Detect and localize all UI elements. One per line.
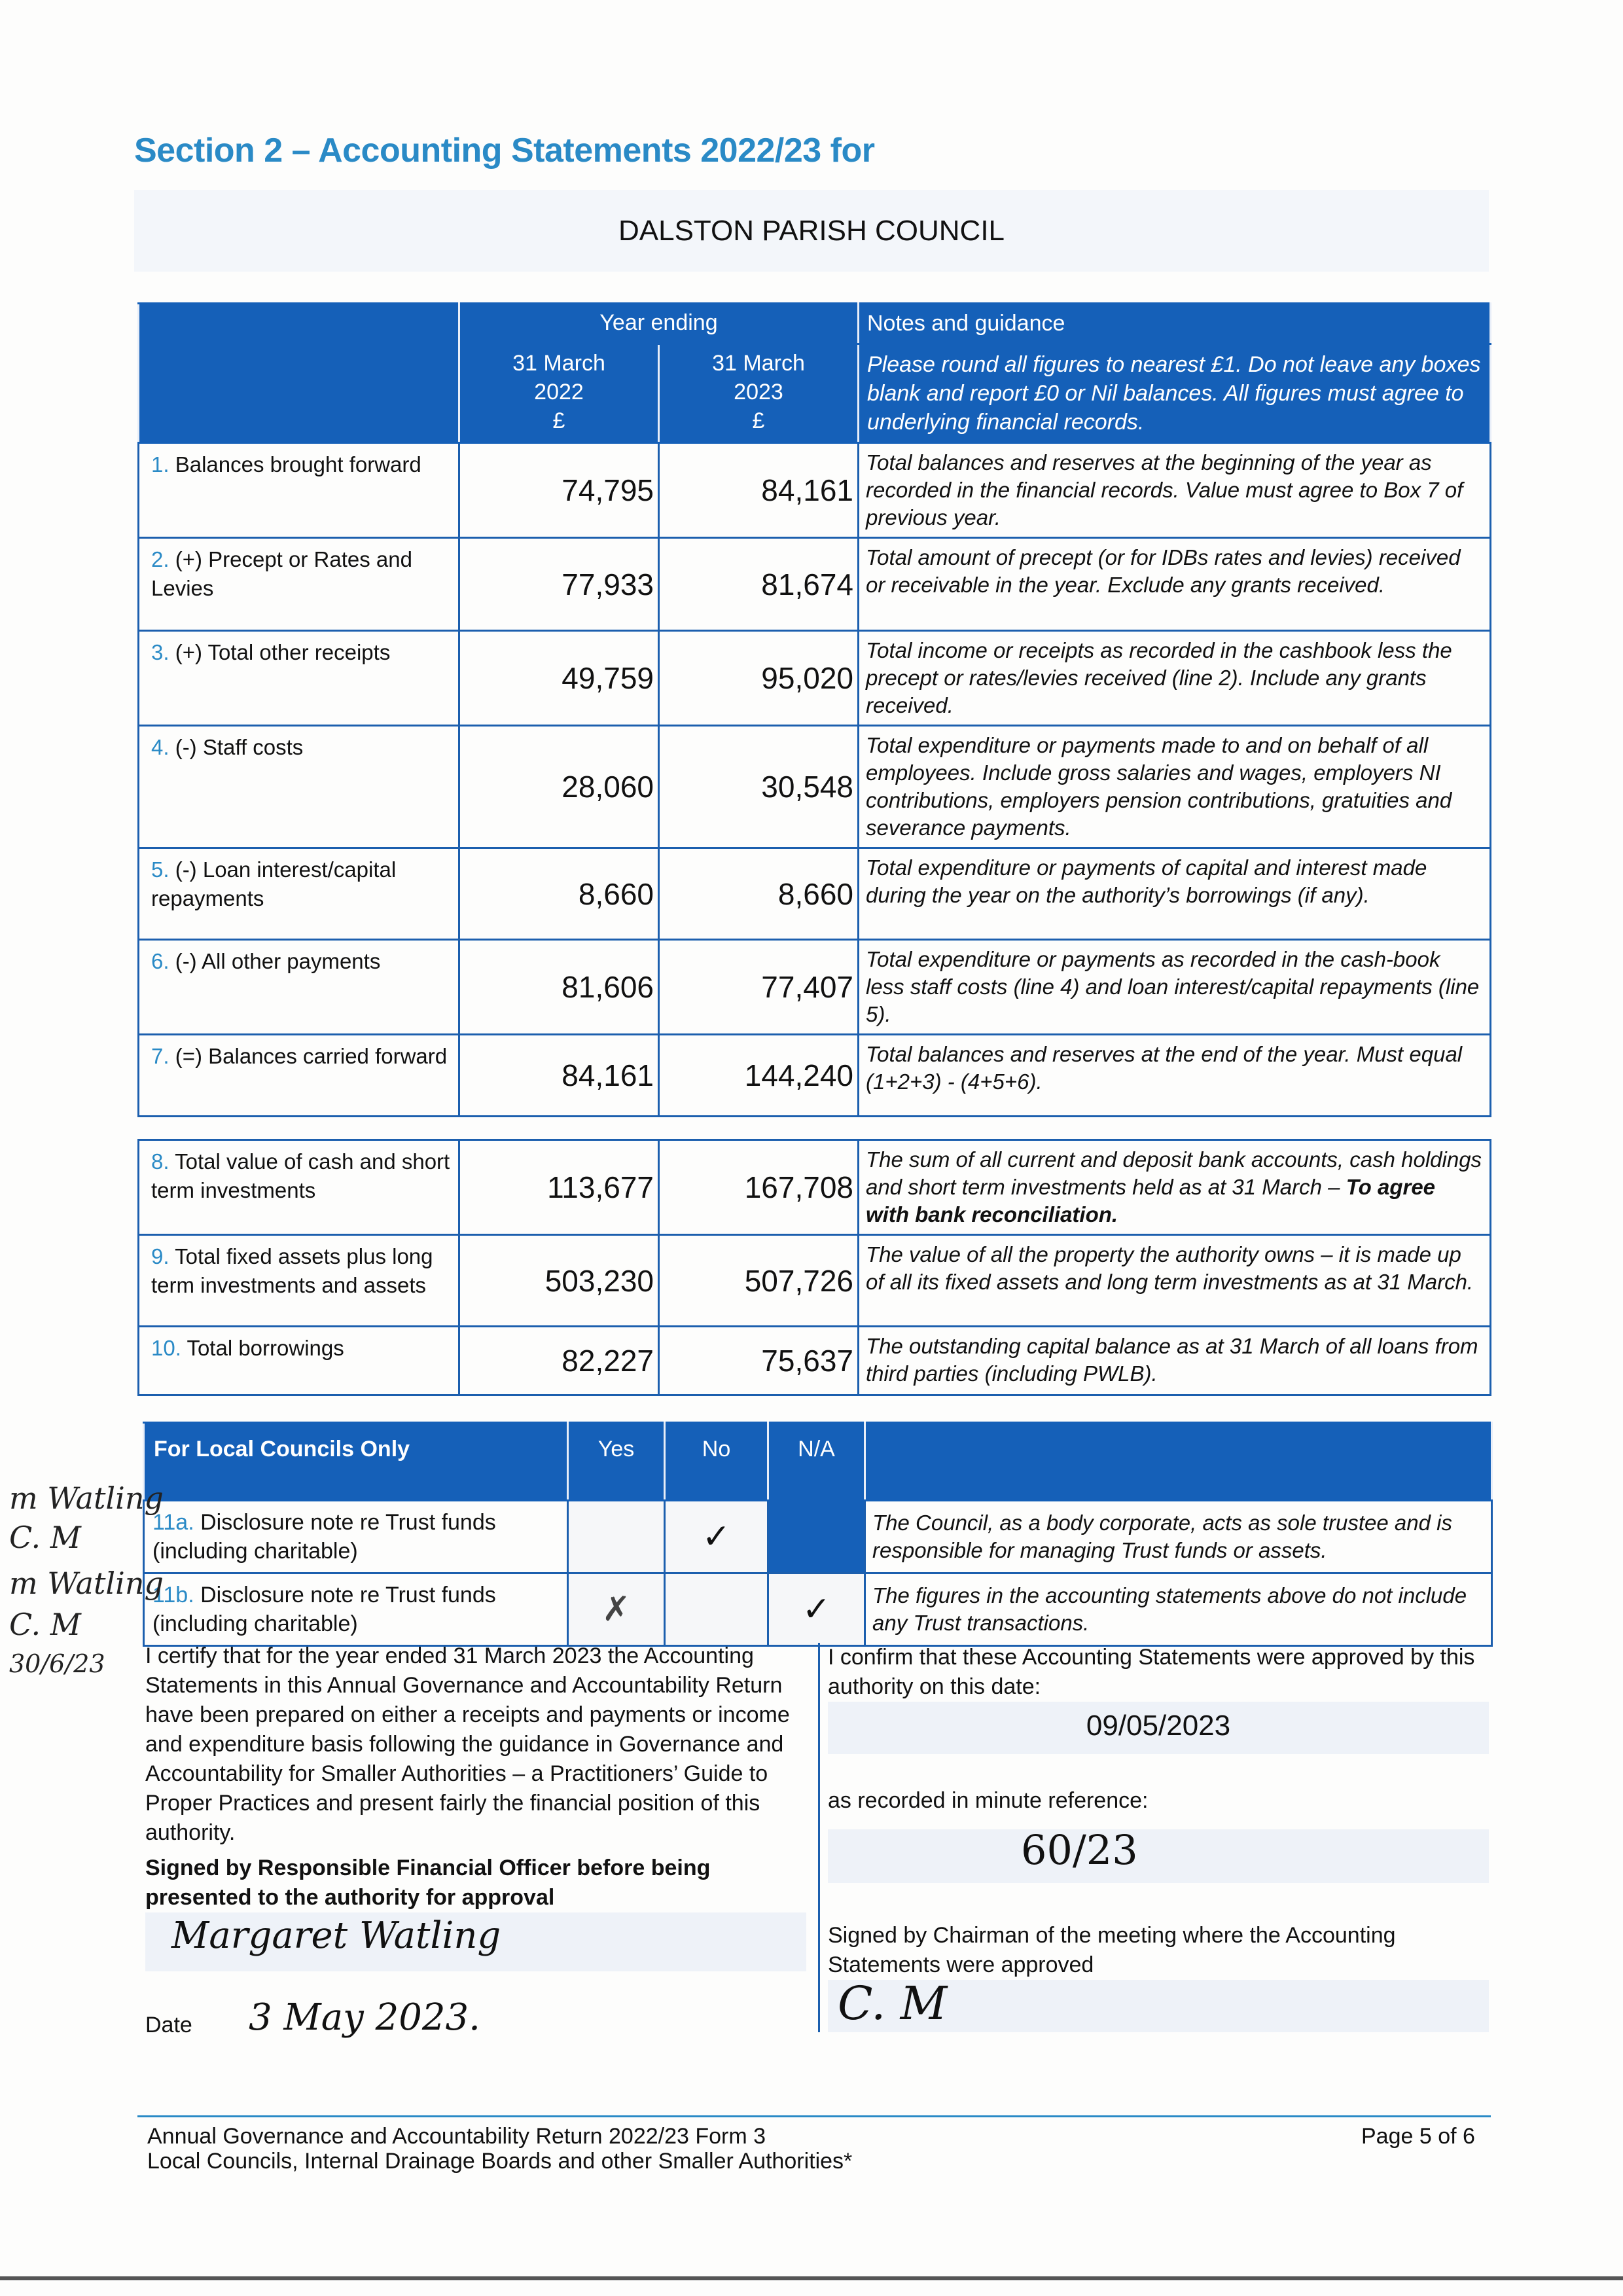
row-label: 8. Total value of cash and short term investments (139, 1140, 459, 1235)
margin-initials: m Watling (9, 1480, 164, 1516)
guidance-note: Please round all figures to nearest £1. Do not leave any boxes blank and report £0 or Nil balances. All figures must agree to underlying financial records. (859, 344, 1491, 443)
no-header: No (665, 1423, 768, 1501)
value-2023: 95,020 (659, 631, 859, 726)
table-row (139, 1327, 1491, 1395)
value-2023: 75,637 (659, 1327, 859, 1395)
value-2022: 8,660 (459, 848, 659, 940)
value-2022: 77,933 (459, 538, 659, 631)
table-row (139, 538, 1491, 631)
chair-signed-label: Signed by Chairman of the meeting where the Accounting Statements were approved (828, 1923, 1396, 1977)
row-note: The figures in the accounting statements above do not include any Trust transactions. (865, 1573, 1492, 1646)
row-label: 11b. Disclosure note re Trust funds (including charitable) (144, 1573, 568, 1646)
table-row (139, 940, 1491, 1035)
row-note: The outstanding capital balance as at 31 March of all loans from third parties (including PWLB). (859, 1327, 1491, 1395)
table-row (144, 1573, 1492, 1646)
table-row (139, 726, 1491, 848)
row-label: 5. (-) Loan interest/capital repayments (139, 848, 459, 940)
table-row (139, 1140, 1491, 1235)
notes-header: Notes and guidance (859, 304, 1491, 344)
minute-ref-label: as recorded in minute reference: (828, 1788, 1149, 1813)
value-2022: 113,677 (459, 1140, 659, 1235)
row-label: 3. (+) Total other receipts (139, 631, 459, 726)
value-2022: 81,606 (459, 940, 659, 1035)
yes-header: Yes (568, 1423, 665, 1501)
row-note: The Council, as a body corporate, acts as sole trustee and is responsible for managing Trust funds or assets. (865, 1501, 1492, 1573)
footer-authorities: Local Councils, Internal Drainage Boards and other Smaller Authorities* (147, 2149, 853, 2174)
row-note: The value of all the property the authority owns – it is made up of all its fixed assets and long term investments as at 31 March. (859, 1235, 1491, 1327)
col-2023-header: 31 March 2023 £ (659, 344, 859, 443)
table-row (139, 1035, 1491, 1117)
value-2023: 81,674 (659, 538, 859, 631)
row-label: 9. Total fixed assets plus long term investments and assets (139, 1235, 459, 1327)
rfo-signature: Margaret Watling (171, 1914, 501, 1957)
row-note: Total amount of precept (or for IDBs rates and levies) received or receivable in the year. Exclude any grants received. (859, 538, 1491, 631)
minute-ref-field[interactable] (828, 1829, 1489, 1883)
scan-edge (0, 2276, 1623, 2280)
row-label: 1. Balances brought forward (139, 443, 459, 538)
local-councils-table (143, 1422, 1493, 1647)
row-label: 7. (=) Balances carried forward (139, 1035, 459, 1117)
table-row (139, 1235, 1491, 1327)
value-2022: 28,060 (459, 726, 659, 848)
table-row (139, 631, 1491, 726)
row-note: Total income or receipts as recorded in the cashbook less the precept or rates/levies received (line 2). Include any grants received. (859, 631, 1491, 726)
local-councils-heading: For Local Councils Only (144, 1423, 568, 1501)
value-2023: 167,708 (659, 1140, 859, 1235)
table-row (139, 443, 1491, 538)
no-checkbox[interactable]: ✓ (665, 1501, 768, 1573)
value-2023: 84,161 (659, 443, 859, 538)
rfo-date-value: 3 May 2023. (249, 1996, 480, 2039)
table-row (139, 848, 1491, 940)
certification-text: I certify that for the year ended 31 March 2023 the Accounting Statements in this Annual Governance and Accountability Return have been prepared on either a receipts and payments or income and expenditure basis following the guidance in Governance and Accountability for Smaller Authorities – a Practitioners’ Guide to Proper Practices and present fairly the financial position of this authority. (145, 1643, 790, 1845)
row-note: Total expenditure or payments as recorded in the cash-book less staff costs (line 4) and loan interest/capital repayments (line 5). (859, 940, 1491, 1035)
lc-notes-header (865, 1423, 1492, 1501)
row-label: 4. (-) Staff costs (139, 726, 459, 848)
value-2022: 74,795 (459, 443, 659, 538)
year-ending-header: Year ending (459, 304, 859, 344)
value-2022: 82,227 (459, 1327, 659, 1395)
footer-divider (137, 2115, 1491, 2117)
row-note: Total balances and reserves at the end of the year. Must equal (1+2+3) - (4+5+6). (859, 1035, 1491, 1117)
row-note: Total expenditure or payments made to and on behalf of all employees. Include gross salaries and wages, employers NI contributions, employers pension contributions, gratuities and severance payments. (859, 726, 1491, 848)
row-note: Total balances and reserves at the beginning of the year as recorded in the financial records. Value must agree to Box 7 of previous year. (859, 443, 1491, 538)
value-2023: 144,240 (659, 1035, 859, 1117)
col-2022-header: 31 March 2022 £ (459, 344, 659, 443)
row-label: 10. Total borrowings (139, 1327, 459, 1395)
council-name: DALSTON PARISH COUNCIL (618, 215, 1005, 247)
value-2023: 77,407 (659, 940, 859, 1035)
margin-initials: m Watling (9, 1566, 164, 1601)
na-checkbox[interactable]: ✓ (768, 1573, 865, 1646)
row-label: 2. (+) Precept or Rates and Levies (139, 538, 459, 631)
no-checkbox[interactable] (665, 1573, 768, 1646)
row-note: Total expenditure or payments of capital and interest made during the year on the authority’s borrowings (if any). (859, 848, 1491, 940)
margin-date: 30/6/23 (9, 1649, 105, 1678)
value-2022: 49,759 (459, 631, 659, 726)
page-number: Page 5 of 6 (1361, 2124, 1475, 2149)
minute-ref-value: 60/23 (1021, 1826, 1138, 1874)
value-2022: 84,161 (459, 1035, 659, 1117)
yes-checkbox[interactable]: ✗ (568, 1573, 665, 1646)
value-2023: 8,660 (659, 848, 859, 940)
row-label: 6. (-) All other payments (139, 940, 459, 1035)
na-header: N/A (768, 1423, 865, 1501)
approval-date: 09/05/2023 (1086, 1710, 1231, 1742)
row-label: 11a. Disclosure note re Trust funds (including charitable) (144, 1501, 568, 1573)
approval-confirm-text: I confirm that these Accounting Statements were approved by this authority on this date: (828, 1645, 1475, 1699)
header-blank (139, 304, 459, 443)
column-divider (818, 1643, 820, 2032)
rfo-signed-label: Signed by Responsible Financial Officer before being presented to the authority for approval (145, 1856, 711, 1910)
margin-initials: C. M (9, 1520, 81, 1555)
value-2023: 30,548 (659, 726, 859, 848)
value-2023: 507,726 (659, 1235, 859, 1327)
table-gap (139, 1117, 1491, 1140)
chair-signature: C. M (838, 1977, 948, 2030)
footer-form-title: Annual Governance and Accountability Return 2022/23 Form 3 (147, 2124, 766, 2149)
table-row (144, 1501, 1492, 1573)
accounting-statements-table (137, 302, 1491, 1396)
na-cell-disabled (768, 1501, 865, 1573)
section-title: Section 2 – Accounting Statements 2022/23 for (134, 132, 875, 170)
date-label: Date (145, 2013, 192, 2037)
margin-initials: C. M (9, 1607, 81, 1642)
yes-checkbox[interactable] (568, 1501, 665, 1573)
row-note: The sum of all current and deposit bank accounts, cash holdings and short term investments held as at 31 March – To agree with bank reconciliation. (859, 1140, 1491, 1235)
value-2022: 503,230 (459, 1235, 659, 1327)
